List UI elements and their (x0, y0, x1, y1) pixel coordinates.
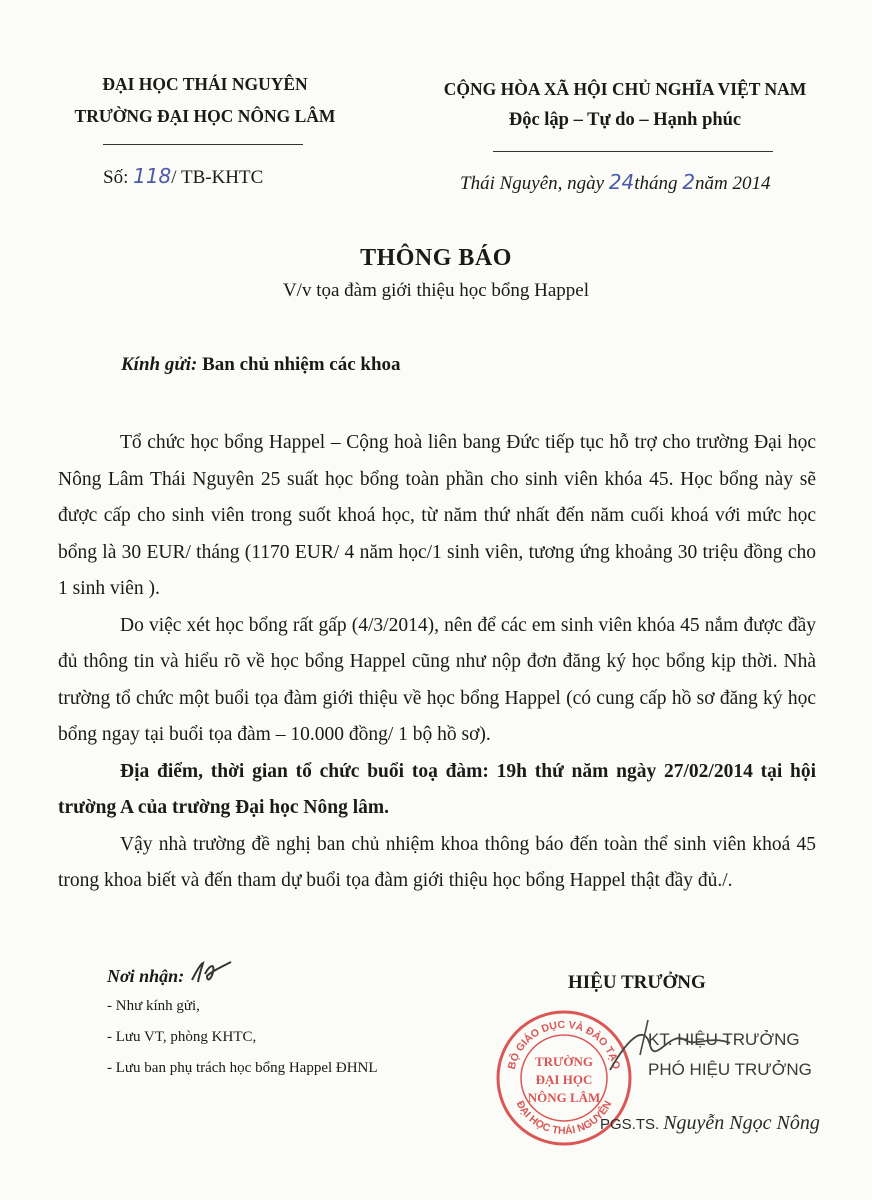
signatory-title: HIỆU TRƯỞNG (568, 972, 706, 993)
date-year: năm 2014 (695, 173, 771, 194)
national-name: CỘNG HÒA XÃ HỘI CHỦ NGHĨA VIỆT NAM (443, 79, 807, 99)
date-prefix: Thái Nguyên, ngày (460, 173, 605, 194)
date-month: 2 (682, 170, 696, 194)
document-body (58, 425, 816, 900)
document-subtitle: V/v tọa đàm giới thiệu học bổng Happel (282, 280, 590, 301)
recipient-item: - Lưu ban phụ trách học bổng Happel ĐHNL (107, 1060, 378, 1076)
document-title: THÔNG BÁO (360, 245, 512, 271)
date-month-label: tháng (634, 173, 678, 194)
document-number-label: Số: (103, 167, 129, 188)
addressee (121, 354, 401, 376)
recipients-block (107, 960, 378, 1084)
svg-text:NÔNG LÂM: NÔNG LÂM (527, 1090, 601, 1105)
school-name: TRƯỜNG ĐẠI HỌC NÔNG LÂM (74, 106, 336, 126)
recipients-heading-text: Nơi nhận: (107, 966, 185, 986)
handwritten-mark-icon (189, 960, 233, 986)
signatory-role: PHÓ HIỆU TRƯỞNG (648, 1060, 812, 1079)
svg-text:BỘ GIÁO DỤC VÀ ĐÀO TẠO: BỘ GIÁO DỤC VÀ ĐÀO TẠO (505, 1018, 623, 1071)
header-divider-left (103, 144, 303, 145)
signatory-fullname: Nguyễn Ngọc Nông (663, 1112, 820, 1134)
svg-text:TRƯỜNG: TRƯỜNG (534, 1054, 594, 1069)
recipients-heading (107, 960, 378, 991)
national-motto: Độc lập – Tự do – Hạnh phúc (508, 110, 742, 130)
svg-text:ĐẠI HỌC THÁI NGUYÊN: ĐẠI HỌC THÁI NGUYÊN (513, 1098, 615, 1138)
document-number-suffix: / TB-KHTC (171, 167, 264, 188)
body-paragraph-4: Vậy nhà trường đề nghị ban chủ nhiệm khoa thông báo đến toàn thể sinh viên khoá 45 trong khoa biết và đến tham dự buổi tọa đàm giới thiệu học bổng Happel thật đầy đủ./. (58, 833, 816, 891)
signatory-name (600, 1112, 820, 1135)
document-number-value: 118 (133, 164, 172, 188)
recipient-item: - Như kính gửi, (107, 998, 200, 1014)
signatory-degree: PGS.TS. (600, 1116, 660, 1133)
handwritten-signature (600, 1015, 740, 1085)
issuer-header (40, 68, 370, 132)
svg-text:ĐẠI HỌC: ĐẠI HỌC (535, 1072, 593, 1087)
addressee-value: Ban chủ nhiệm các khoa (202, 354, 401, 375)
national-header (415, 74, 835, 136)
date-day: 24 (608, 170, 635, 194)
body-paragraph-3: Địa điểm, thời gian tổ chức buổi toạ đàm: 19h thứ năm ngày 27/02/2014 tại hội trường A của trường Đại học Nông lâm. (58, 760, 816, 818)
university-name: ĐẠI HỌC THÁI NGUYÊN (102, 74, 308, 94)
recipient-item: - Lưu VT, phòng KHTC, (107, 1029, 257, 1045)
signatory-kt-label: KT. HIỆU TRƯỞNG (648, 1030, 800, 1049)
body-paragraph-1: Tổ chức học bổng Happel – Cộng hoà liên bang Đức tiếp tục hỗ trợ cho trường Đại học Nông Lâm Thái Nguyên 25 suất học bổng toàn phần cho sinh viên khóa 45. Học bổng này sẽ được cấp cho sinh viên trong suốt khoá học, từ năm thứ nhất đến năm cuối khoá với mức học bổng là 30 EUR/ tháng (1170 EUR/ 4 năm học/1 sinh viên, tương ứng khoảng 30 triệu đồng cho 1 sinh viên ). (58, 432, 816, 599)
body-paragraph-2: Do việc xét học bổng rất gấp (4/3/2014), nên để các em sinh viên khóa 45 nắm được đầy đủ thông tin và hiểu rõ về học bổng Happel cũng như nộp đơn đăng ký học bổng kịp thời. Nhà trường tổ chức một buổi tọa đàm giới thiệu về học bổng Happel (có cung cấp hồ sơ đăng ký học bổng ngay tại buổi tọa đàm – 10.000 đồng/ 1 bộ hồ sơ). (58, 614, 816, 745)
addressee-label: Kính gửi: (121, 354, 198, 375)
document-number (103, 164, 263, 189)
issue-date (460, 170, 771, 195)
header-divider-right (493, 151, 773, 152)
